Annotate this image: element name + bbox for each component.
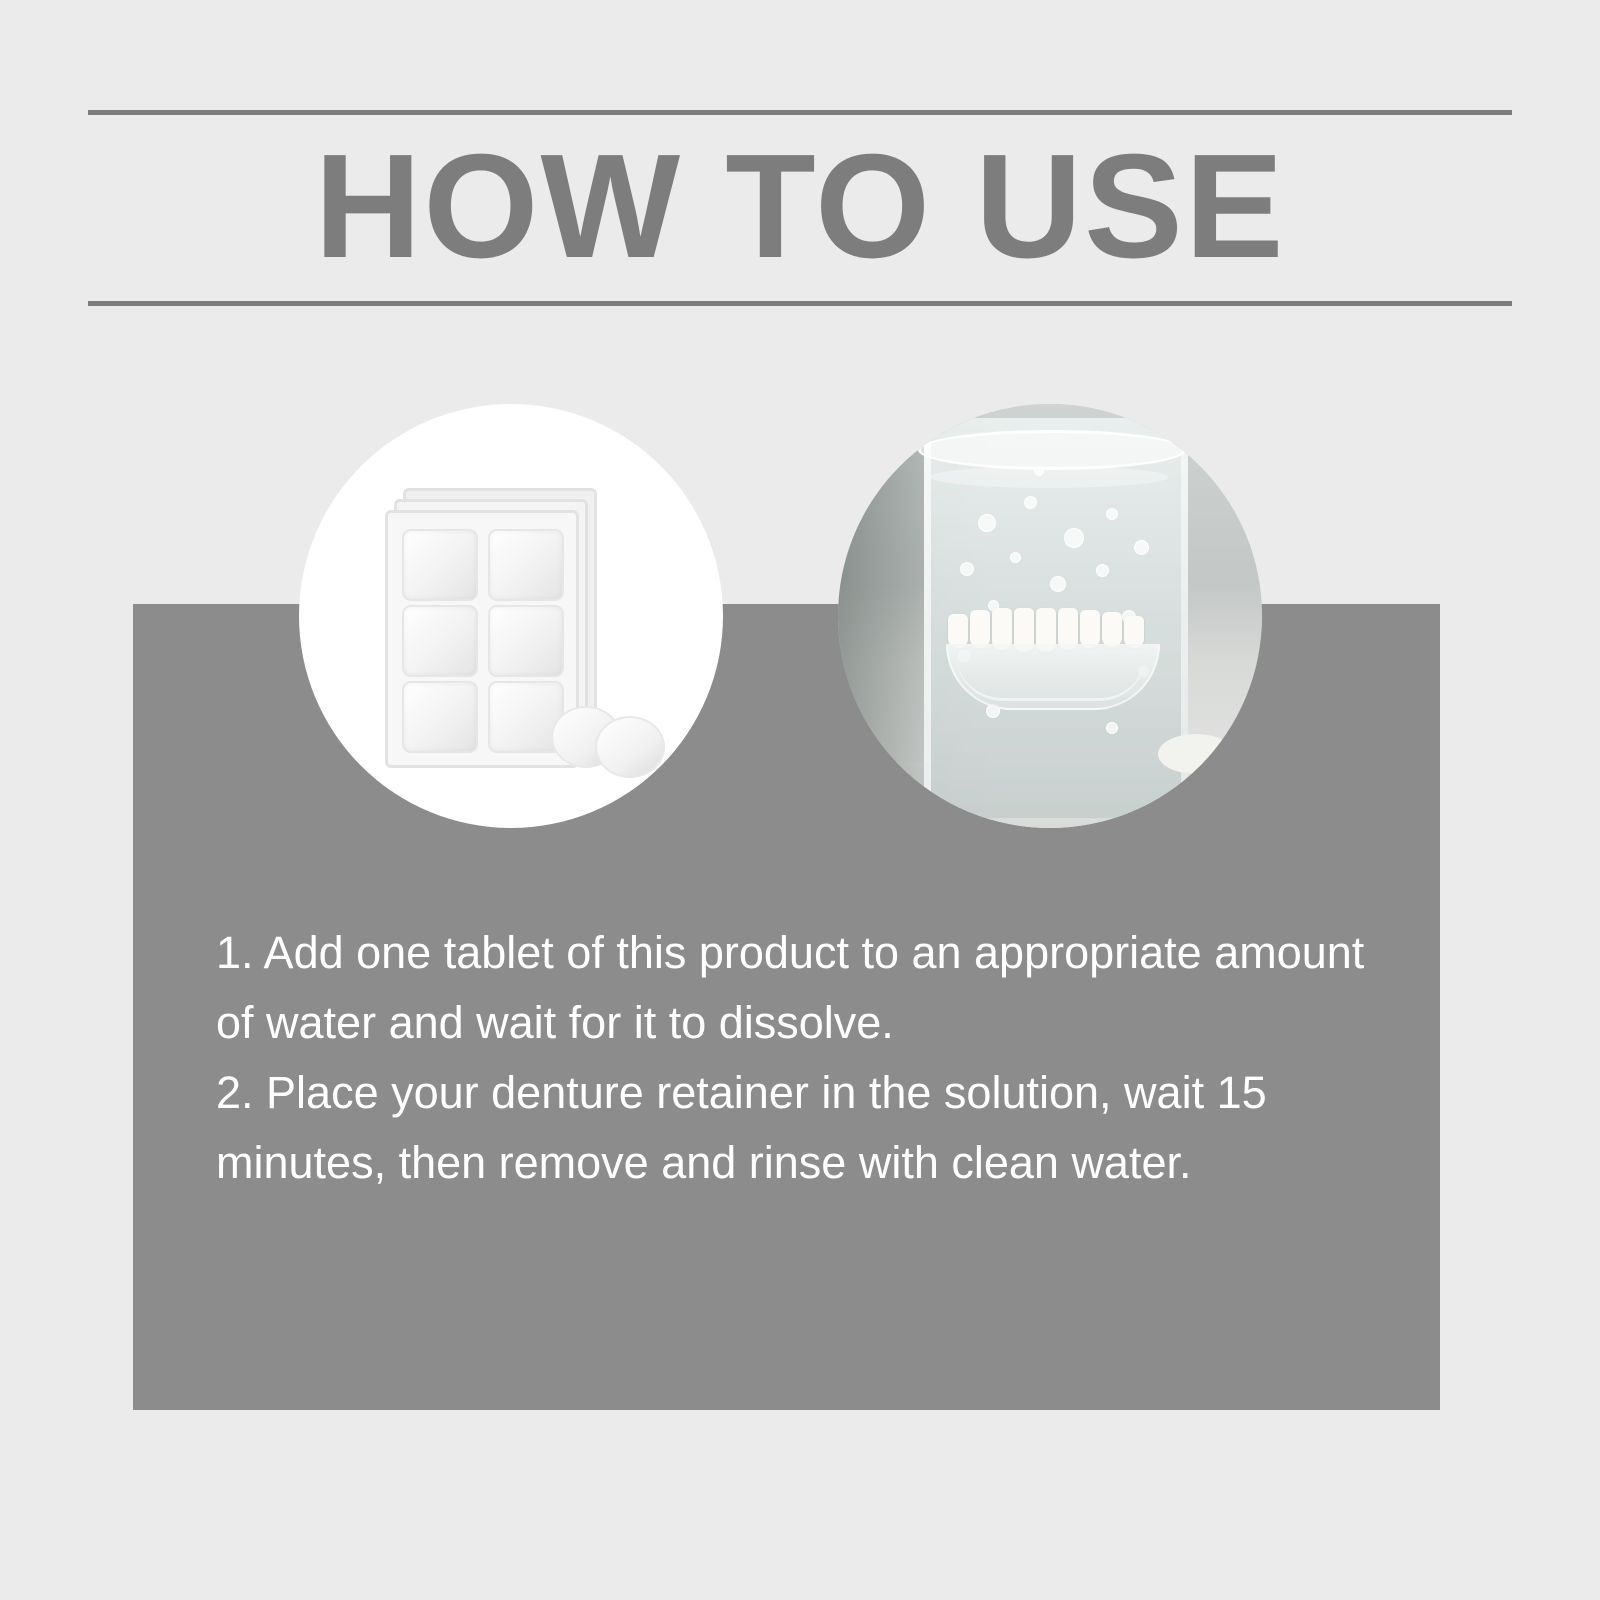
blister-cell (488, 529, 564, 601)
tooth (970, 610, 990, 648)
tooth (1080, 610, 1100, 648)
tooth (1102, 612, 1122, 647)
bubble-icon (978, 514, 996, 532)
bubble-icon (1096, 564, 1109, 577)
tooth (948, 614, 968, 648)
bubble-icon (1024, 496, 1037, 509)
loose-tablet-icon (595, 716, 665, 778)
bubble-icon (1106, 508, 1118, 520)
instruction-step-2: 2. Place your denture retainer in the solution, wait 15 minutes, then remove and rinse with clean water. (216, 1067, 1267, 1188)
page-title: HOW TO USE (314, 124, 1286, 289)
blister-cell (402, 681, 478, 753)
blister-pack-front (385, 510, 579, 768)
bubble-icon (1010, 552, 1021, 563)
blister-cell (402, 529, 478, 601)
tablet-pack-image (299, 404, 723, 828)
bubble-icon (1034, 466, 1044, 476)
bubble-icon (960, 562, 974, 576)
instructions-text (216, 918, 1376, 1198)
denture-ridge (956, 654, 1146, 701)
bubble-icon (1106, 722, 1118, 734)
blister-cell (402, 605, 478, 677)
bubble-icon (1064, 528, 1084, 548)
header (88, 110, 1512, 306)
water-surface (930, 466, 1168, 488)
blister-cell (488, 605, 564, 677)
bubble-icon (1134, 540, 1149, 555)
bubble-icon (1050, 576, 1066, 592)
glass-rim (918, 430, 1186, 470)
tablet-beside-glass (1158, 734, 1234, 774)
denture-retainer (946, 608, 1156, 718)
denture-in-water-image (838, 404, 1262, 828)
header-bottom-rule (88, 301, 1512, 306)
instruction-step-1: 1. Add one tablet of this product to an appropriate amount of water and wait for it to dissolve. (216, 927, 1365, 1048)
